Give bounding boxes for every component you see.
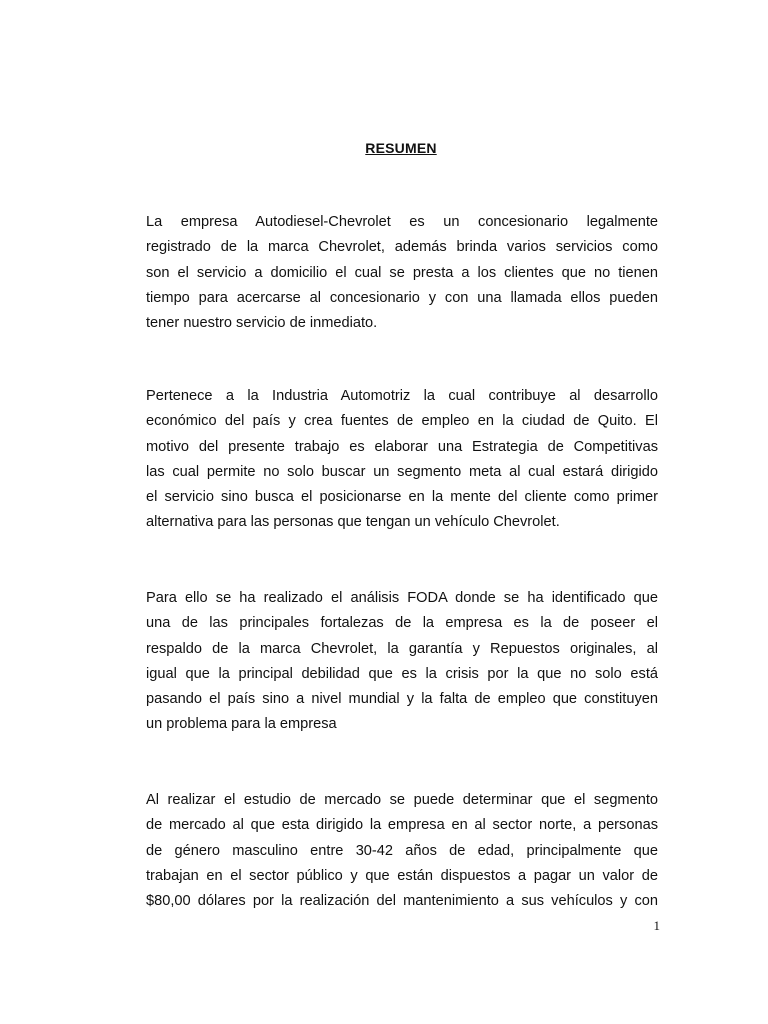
paragraph-line: de género masculino entre 30-42 años de edad, principalmente que xyxy=(146,842,658,859)
paragraph-line: trabajan en el sector público y que están dispuestos a pagar un valor de xyxy=(146,867,658,884)
paragraph-line: tiempo para acercarse al concesionario y con una llamada ellos pueden xyxy=(146,289,658,306)
paragraph-line: son el servicio a domicilio el cual se presta a los clientes que no tienen xyxy=(146,264,658,281)
paragraph-line: las cual permite no solo buscar un segmento meta al cual estará dirigido xyxy=(146,463,658,480)
paragraph-line: un problema para la empresa xyxy=(146,716,337,733)
paragraph-line: alternativa para las personas que tengan un vehículo Chevrolet. xyxy=(146,514,560,531)
paragraph-2 xyxy=(146,384,658,536)
paragraph-4 xyxy=(146,788,658,914)
paragraph-3 xyxy=(146,586,658,738)
paragraph-1 xyxy=(146,210,658,336)
paragraph-line: tener nuestro servicio de inmediato. xyxy=(146,315,378,332)
document-title: RESUMEN xyxy=(365,140,437,156)
paragraph-line: Pertenece a la Industria Automotriz la cual contribuye al desarrollo xyxy=(146,388,658,404)
paragraph-line: igual que la principal debilidad que es la crisis por la que no solo está xyxy=(146,665,658,682)
paragraph-line: registrado de la marca Chevrolet, además brinda varios servicios como xyxy=(146,239,658,256)
paragraph-line: motivo del presente trabajo es elaborar una Estrategia de Competitivas xyxy=(146,438,658,455)
paragraph-line: económico del país y crea fuentes de empleo en la ciudad de Quito. El xyxy=(146,413,658,430)
paragraph-line: $80,00 dólares por la realización del mantenimiento a sus vehículos y con xyxy=(146,893,658,910)
paragraph-line: pasando el país sino a nivel mundial y la falta de empleo que constituyen xyxy=(146,691,658,708)
paragraph-line: Para ello se ha realizado el análisis FODA donde se ha identificado que xyxy=(146,590,658,606)
page-number: 1 xyxy=(653,918,660,933)
paragraph-line: Al realizar el estudio de mercado se puede determinar que el segmento xyxy=(146,792,658,808)
paragraph-line: de mercado al que esta dirigido la empresa en al sector norte, a personas xyxy=(146,817,658,834)
paragraph-line: una de las principales fortalezas de la empresa es la de poseer el xyxy=(146,615,658,632)
paragraph-line: el servicio sino busca el posicionarse en la mente del cliente como primer xyxy=(146,489,658,506)
paragraph-line: La empresa Autodiesel-Chevrolet es un concesionario legalmente xyxy=(146,214,658,230)
paragraph-line: respaldo de la marca Chevrolet, la garantía y Repuestos originales, al xyxy=(146,640,658,657)
